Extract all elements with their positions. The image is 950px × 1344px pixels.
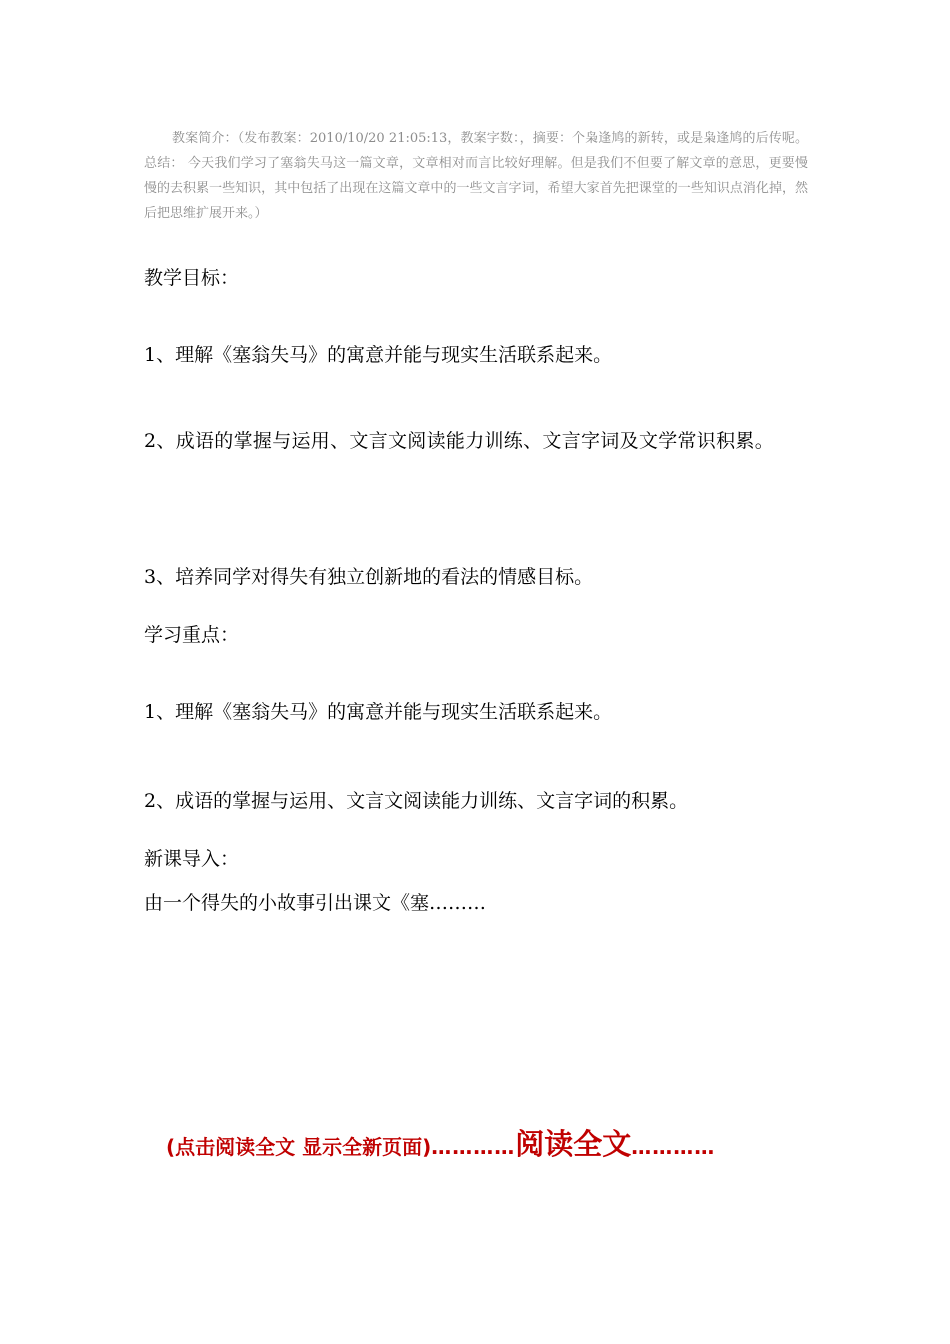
focus-1: 1、理解《塞翁失马》的寓意并能与现实生活联系起来。 <box>144 701 613 723</box>
intro-heading: 新课导入： <box>144 848 240 870</box>
read-more-label: 阅读全文 <box>515 1127 632 1161</box>
read-more-dots-2: ………… <box>631 1135 716 1159</box>
read-full-text-link[interactable] <box>166 1122 715 1163</box>
read-more-prefix: (点击阅读全文 显示全新页面) <box>166 1135 432 1159</box>
intro-text: 由一个得失的小故事引出课文《塞……… <box>144 892 487 914</box>
goal-1: 1、理解《塞翁失马》的寓意并能与现实生活联系起来。 <box>144 344 613 366</box>
summary-text: 教案简介：（发布教案：2010/10/20 21:05:13，教案字数：，摘要：个枭逢鸠的新转，或是枭逢鸠的后传呢。 总结： 今天我们学习了塞翁失马这一篇文章，文章相对而言比较好理解。但是我们不但要了解文章的意思，更要慢慢的去积累一些知识，其中包括了出现在这篇文章中的一些文言字词，希望大家首先把课堂的一些知识点消化掉，然后把思维扩展开来。） <box>144 131 808 221</box>
goal-3: 3、培养同学对得失有独立创新地的看法的情感目标。 <box>144 566 594 588</box>
read-more-dots-1: ………… <box>431 1135 516 1159</box>
focus-2: 2、成语的掌握与运用、文言文阅读能力训练、文言字词的积累。 <box>144 790 689 812</box>
focus-heading: 学习重点： <box>144 624 240 646</box>
goals-heading: 教学目标： <box>144 267 240 289</box>
summary-paragraph <box>144 126 808 226</box>
goal-2: 2、成语的掌握与运用、文言文阅读能力训练、文言字词及文学常识积累。 <box>144 430 774 452</box>
